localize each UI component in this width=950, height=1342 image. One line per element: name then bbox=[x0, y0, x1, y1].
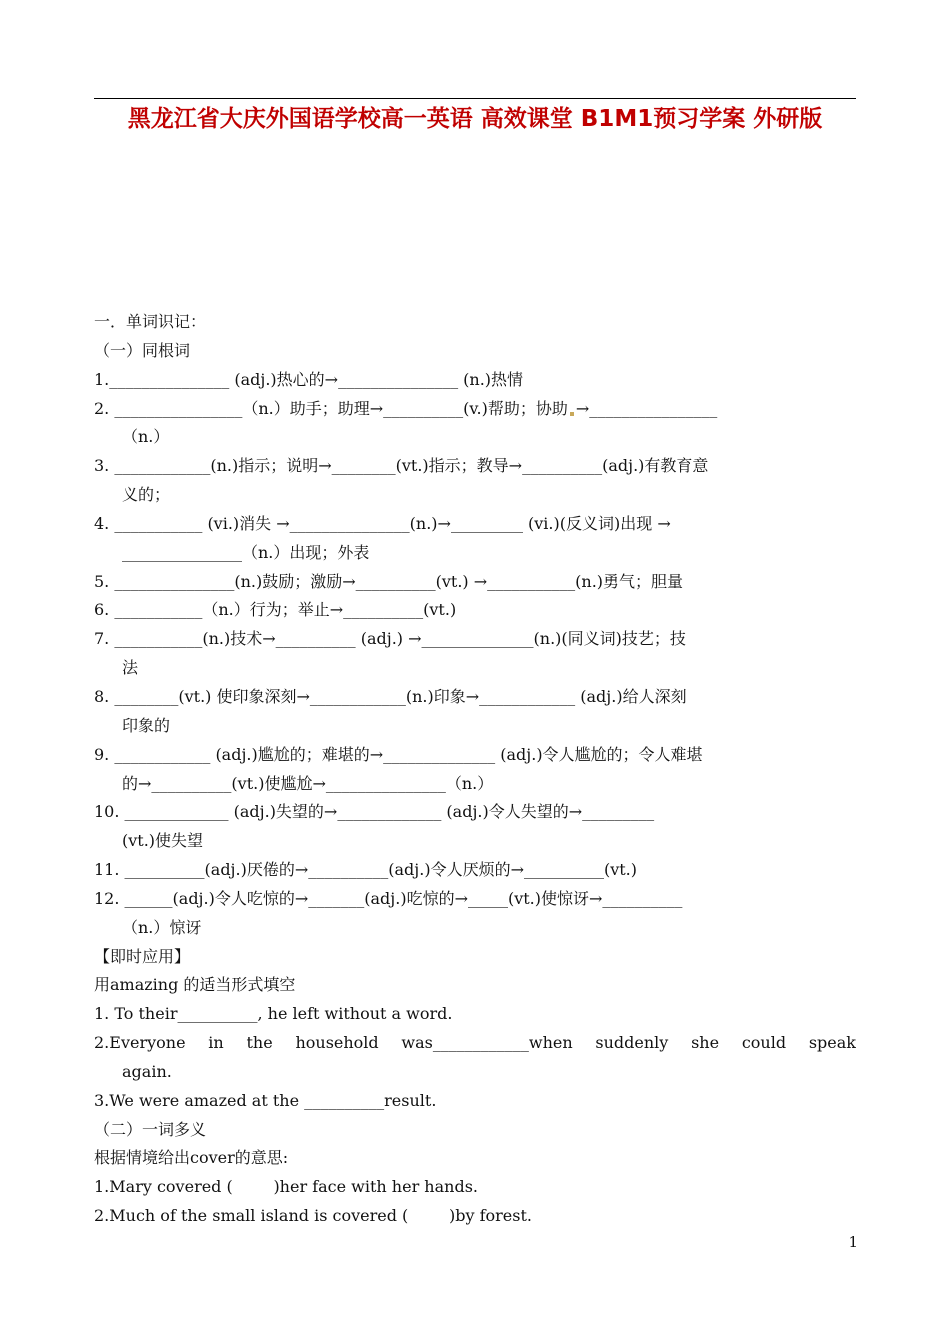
exercise-item-2 bbox=[94, 395, 856, 424]
section-heading: 一．单词识记： bbox=[94, 312, 207, 331]
bullet-mark-icon bbox=[570, 412, 574, 416]
exercise-item-7-continued: 法 bbox=[122, 658, 139, 678]
exercise-item-11: 11. __________(adj.)厌倦的→__________(adj.)令人厌烦的→__________(vt.) bbox=[94, 860, 638, 880]
exercise-item-5: 5. _______________(n.)鼓励；激励→__________(vt.) →___________(n.)勇气；胆量 bbox=[94, 571, 684, 591]
exercise-item-9: 9. ____________ (adj.)尴尬的；难堪的→______________ (adj.)令人尴尬的；令人难堪 bbox=[94, 744, 703, 764]
practice-question-3: 3.We were amazed at the __________result. bbox=[94, 1090, 437, 1110]
exercise-item-10-continued: (vt.)使失望 bbox=[122, 831, 204, 851]
exercise-item-7: 7. ___________(n.)技术→__________ (adj.) →______________(n.)(同义词)技艺；技 bbox=[94, 629, 686, 649]
practice-question-2: 2.Everyone in the household was____________when suddenly she could speak bbox=[94, 1033, 856, 1053]
exercise-item-12: 12. ______(adj.)令人吃惊的→_______(adj.)吃惊的→_____(vt.)使惊讶→__________ bbox=[94, 888, 683, 908]
subsection-heading-cognates: （一）同根词 bbox=[94, 340, 191, 360]
practice-question-2-continued: again. bbox=[122, 1061, 172, 1081]
page-number: 1 bbox=[848, 1233, 858, 1251]
practice-instruction: 用amazing 的适当形式填空 bbox=[94, 975, 296, 995]
exercise-item-6: 6. ___________（n.）行为；举止→__________(vt.) bbox=[94, 600, 457, 620]
exercise-item-8: 8. ________(vt.) 使印象深刻→____________(n.)印象→____________ (adj.)给人深刻 bbox=[94, 686, 687, 706]
exercise-item-9-continued: 的→__________(vt.)使尴尬→_______________（n.） bbox=[122, 773, 494, 793]
practice-heading: 【即时应用】 bbox=[94, 946, 191, 966]
exercise-item-4: 4. ___________ (vi.)消失 →_______________(n.)→_________ (vi.)(反义词)出现 → bbox=[94, 513, 671, 533]
polysemy-question-1: 1.Mary covered ( )her face with her hands. bbox=[94, 1177, 478, 1197]
exercise-item-12-continued: （n.）惊讶 bbox=[122, 917, 202, 937]
exercise-item-3: 3. ____________(n.)指示；说明→________(vt.)指示；教导→__________(adj.)有教育意 bbox=[94, 456, 709, 476]
polysemy-instruction: 根据情境给出cover的意思: bbox=[94, 1148, 289, 1168]
exercise-item-2-text: 2. ________________（n.）助手；助理→__________(v.)帮助；协助 bbox=[94, 398, 568, 418]
exercise-item-8-continued: 印象的 bbox=[122, 715, 171, 735]
exercise-item-10: 10. _____________ (adj.)失望的→_____________ (adj.)令人失望的→_________ bbox=[94, 802, 655, 822]
practice-question-1: 1. To their__________, he left without a word. bbox=[94, 1004, 453, 1024]
exercise-item-2-blank: →________________ bbox=[575, 398, 718, 418]
worksheet-body bbox=[94, 308, 856, 1231]
subsection-heading-polysemy: （二）一词多义 bbox=[94, 1119, 207, 1139]
exercise-item-1: 1._______________ (adj.)热心的→_______________ (n.)热情 bbox=[94, 369, 524, 389]
header-rule bbox=[94, 98, 856, 99]
exercise-item-2-continued: （n.） bbox=[122, 427, 170, 447]
exercise-item-4-continued: _______________（n.）出现；外表 bbox=[122, 542, 370, 562]
polysemy-question-2: 2.Much of the small island is covered ( )by forest. bbox=[94, 1206, 532, 1226]
exercise-item-3-continued: 义的； bbox=[122, 485, 171, 505]
document-title: 黑龙江省大庆外国语学校高一英语 高效课堂 B1M1预习学案 外研版 bbox=[127, 106, 823, 132]
